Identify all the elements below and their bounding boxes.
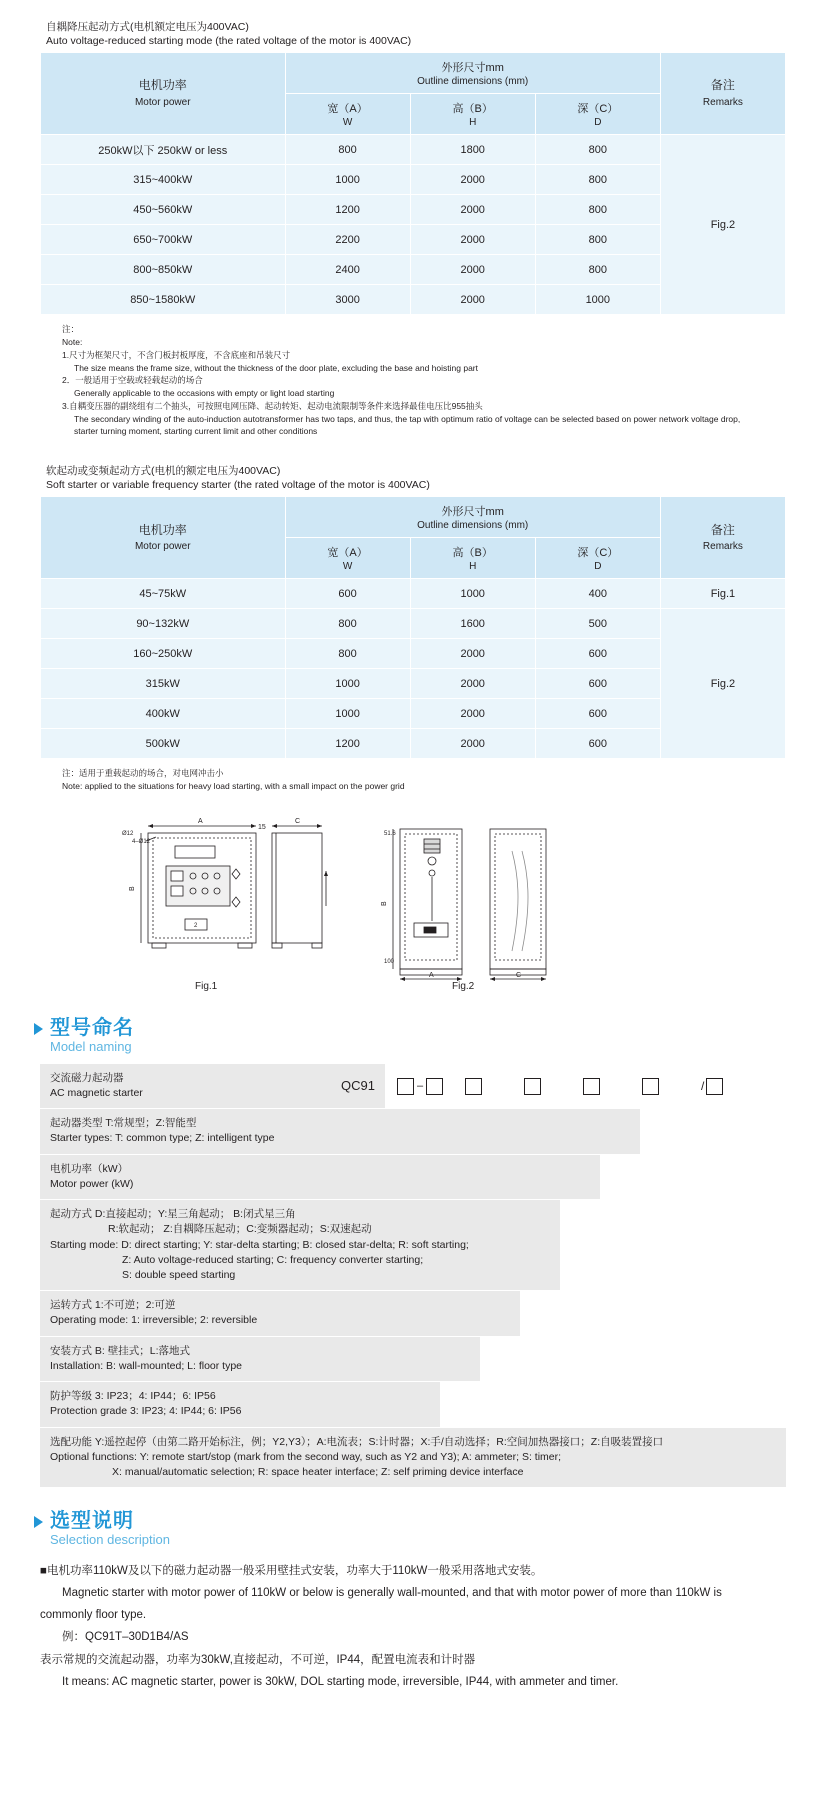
naming-r4-en: Installation: B: wall-mounted; L: floor type	[50, 1359, 243, 1372]
table-row	[41, 53, 786, 94]
svg-text:A: A	[198, 817, 203, 825]
t2-h-power-en: Motor power	[134, 540, 191, 552]
naming-r2-cn2: R:软起动； Z:自耦降压起动；C:变频器起动；S:双速起动	[108, 1223, 372, 1236]
t2-r1-w: 800	[285, 609, 410, 639]
naming-row-motor-power	[40, 1155, 786, 1200]
sel-p3-en: It means: AC magnetic starter, power is 30kW, DOL starting mode, irreversible, IP44, with ammeter and timer.	[62, 1675, 619, 1688]
t2-h-dim-en: Outline dimensions (mm)	[417, 520, 529, 532]
table-row	[41, 497, 786, 538]
table2-notes	[62, 767, 830, 793]
t1-h-rem-en: Remarks	[702, 96, 743, 108]
naming-row-protection-grade	[40, 1382, 786, 1427]
t2-h-h-en: H	[469, 561, 477, 573]
naming-r4-cn: 安装方式 B: 壁挂式；L:落地式	[50, 1344, 191, 1357]
table1-notes	[62, 323, 830, 438]
selection-description	[40, 1561, 800, 1692]
t2-r3-h: 2000	[410, 669, 535, 699]
cabinet-drawings	[0, 811, 830, 986]
svg-text:A: A	[429, 971, 434, 979]
t2-remark-top: Fig.1	[660, 579, 785, 609]
t2-r4-h: 2000	[410, 699, 535, 729]
t2-h-d-en: D	[594, 561, 602, 573]
naming-r5-en: Protection grade 3: IP23; 4: IP44; 6: IP56	[50, 1405, 242, 1418]
svg-text:B: B	[381, 901, 388, 906]
t2-r2-d: 600	[535, 639, 660, 669]
selection-heading	[34, 1510, 830, 1549]
code-box-6[interactable]	[642, 1078, 659, 1095]
t2-r5-w: 1200	[285, 729, 410, 759]
t1-note-3: The size means the frame size, without the thickness of the door plate, excluding the base and hoisting part	[74, 362, 478, 373]
svg-text:2: 2	[194, 922, 198, 929]
t2-note-0: 注：适用于重载起动的场合，对电网冲击小	[62, 768, 224, 779]
naming-row-installation	[40, 1337, 786, 1382]
t2-r0-d: 400	[535, 579, 660, 609]
naming-row-operating-mode	[40, 1291, 786, 1336]
table1-caption	[46, 20, 830, 48]
code-box-2[interactable]	[426, 1078, 443, 1095]
t1-r3-h: 2000	[410, 225, 535, 255]
sel-p1-en-2: commonly floor type.	[40, 1609, 147, 1622]
t1-note-1: Note:	[62, 337, 83, 348]
table2-caption	[46, 464, 830, 492]
t2-h-w-en: W	[342, 561, 353, 573]
svg-text:C: C	[516, 971, 522, 979]
table-row	[41, 135, 786, 165]
naming-r2-en: Starting mode: D: direct starting; Y: star-delta starting; B: closed star-delta; R: soft starting;	[50, 1238, 469, 1251]
naming-row-starting-mode	[40, 1200, 786, 1291]
t1-r3-w: 2200	[285, 225, 410, 255]
model-naming-block	[40, 1064, 786, 1488]
t1-h-power-en: Motor power	[134, 96, 191, 108]
sel-p3-cn: 表示常规的交流起动器，功率为30kW,直接起动，不可逆，IP44，配置电流表和计时器	[40, 1653, 476, 1666]
t1-r0-power: 250kW以下 250kW or less	[41, 135, 286, 165]
table-row	[41, 579, 786, 609]
t1-note-6: 3.自耦变压器的副绕组有二个抽头，可按照电网压降、起动转矩、起动电流限制等条件来选择最佳电压比955抽头	[62, 400, 483, 411]
naming-row-starter-type	[40, 1109, 786, 1154]
t1-r2-d: 800	[535, 195, 660, 225]
naming-code: QC91	[341, 1077, 375, 1093]
t1-h-w-en: W	[342, 117, 353, 129]
t2-r2-w: 800	[285, 639, 410, 669]
t1-h-dim-en: Outline dimensions (mm)	[417, 76, 529, 88]
model-naming-heading	[34, 1017, 830, 1056]
t1-r4-d: 800	[535, 255, 660, 285]
t1-r2-power: 450~560kW	[41, 195, 286, 225]
t1-h-w-cn: 宽（A）	[327, 103, 368, 116]
table-soft-starter	[40, 496, 786, 759]
code-dash: –	[416, 1080, 424, 1093]
t1-r0-d: 800	[535, 135, 660, 165]
sel-p1-en-1: Magnetic starter with motor power of 110kW or below is generally wall-mounted, and that with motor power of more than 110kW is	[62, 1587, 722, 1600]
naming-r1-en: Motor power (kW)	[50, 1177, 134, 1190]
t1-h-d-cn: 深（C）	[577, 103, 619, 116]
svg-text:B: B	[129, 886, 136, 891]
selection-heading-en: Selection description	[50, 1532, 170, 1548]
t2-r5-power: 500kW	[41, 729, 286, 759]
t1-r5-h: 2000	[410, 285, 535, 315]
t2-r3-power: 315kW	[41, 669, 286, 699]
t2-r5-d: 600	[535, 729, 660, 759]
code-box-7[interactable]	[706, 1078, 723, 1095]
naming-product-en: AC magnetic starter	[50, 1087, 143, 1100]
t2-r0-power: 45~75kW	[41, 579, 286, 609]
t1-r5-w: 3000	[285, 285, 410, 315]
t1-r4-h: 2000	[410, 255, 535, 285]
t1-r2-h: 2000	[410, 195, 535, 225]
code-box-5[interactable]	[583, 1078, 600, 1095]
svg-text:C: C	[295, 817, 301, 825]
t2-h-rem-en: Remarks	[702, 540, 743, 552]
t2-r2-power: 160~250kW	[41, 639, 286, 669]
naming-r2-en2: Z: Auto voltage-reduced starting; C: frequency converter starting;	[122, 1253, 424, 1266]
t1-r5-power: 850~1580kW	[41, 285, 286, 315]
t1-r1-d: 800	[535, 165, 660, 195]
t1-note-0: 注：	[62, 324, 80, 335]
t1-r2-w: 1200	[285, 195, 410, 225]
naming-r3-en: Operating mode: 1: irreversible; 2: reversible	[50, 1314, 258, 1327]
t1-h-power-cn: 电机功率	[138, 78, 187, 93]
t2-h-rem-cn: 备注	[710, 522, 735, 537]
naming-row-optional-functions	[40, 1428, 786, 1489]
t1-r3-d: 800	[535, 225, 660, 255]
t1-h-h-en: H	[469, 117, 477, 129]
t2-h-dim-cn: 外形尺寸mm	[441, 506, 504, 519]
sel-p1-cn: ■电机功率110kW及以下的磁力起动器一般采用壁挂式安装，功率大于110kW一般采用落地式安装。	[40, 1565, 543, 1578]
t1-remark: Fig.2	[660, 135, 785, 315]
t2-r0-w: 600	[285, 579, 410, 609]
t1-r3-power: 650~700kW	[41, 225, 286, 255]
figures-area	[0, 811, 830, 1011]
naming-r6-cn: 选配功能 Y:遥控起停（由第二路开始标注，例；Y2,Y3）；A:电流表；S:计时器；X:手/自动选择；R:空间加热器接口；Z:自吸装置接口	[50, 1435, 664, 1448]
t2-r1-power: 90~132kW	[41, 609, 286, 639]
fig2-caption: Fig.2	[452, 980, 475, 992]
t1-r1-w: 1000	[285, 165, 410, 195]
t1-r4-w: 2400	[285, 255, 410, 285]
t2-r1-h: 1600	[410, 609, 535, 639]
naming-row-product	[40, 1064, 786, 1109]
svg-text:15: 15	[258, 823, 266, 831]
sel-p2-cn: 例：QC91T–30D1B4/AS	[62, 1631, 189, 1644]
t2-r4-w: 1000	[285, 699, 410, 729]
t2-r0-h: 1000	[410, 579, 535, 609]
selection-heading-cn: 选型说明	[50, 1510, 134, 1533]
t2-r3-w: 1000	[285, 669, 410, 699]
table2-caption-cn: 软起动或变频起动方式(电机的额定电压为400VAC)	[46, 465, 281, 478]
svg-text:100: 100	[384, 958, 395, 965]
t2-r4-d: 600	[535, 699, 660, 729]
naming-r1-cn: 电机功率（kW）	[50, 1162, 129, 1175]
t1-r0-w: 800	[285, 135, 410, 165]
naming-r2-en3: S: double speed starting	[122, 1269, 236, 1282]
table-row	[41, 609, 786, 639]
naming-r6-en2: X: manual/automatic selection; R: space heater interface; Z: self priming device interface	[112, 1465, 524, 1478]
t2-r5-h: 2000	[410, 729, 535, 759]
t1-r4-power: 800~850kW	[41, 255, 286, 285]
t2-r1-d: 500	[535, 609, 660, 639]
model-naming-heading-en: Model naming	[50, 1038, 132, 1054]
t1-h-rem-cn: 备注	[710, 78, 735, 93]
fig1-caption: Fig.1	[195, 980, 218, 992]
model-naming-heading-cn: 型号命名	[50, 1016, 134, 1039]
table-auto-voltage-reduced	[40, 52, 786, 315]
t1-note-7: The secondary winding of the auto-induction autotransformer has two taps, and thus, the tap with optimum ratio of voltage can be selected based on power network voltage drop,	[74, 413, 741, 424]
naming-r2-cn: 起动方式 D:直接起动；Y:星三角起动； B:闭式星三角	[50, 1208, 296, 1221]
svg-text:Ø12: Ø12	[122, 830, 134, 837]
t2-h-h-cn: 高（B）	[452, 547, 493, 560]
t2-r4-power: 400kW	[41, 699, 286, 729]
t1-note-4: 2．一般适用于空载或轻载起动的场合	[62, 375, 203, 386]
t1-r5-d: 1000	[535, 285, 660, 315]
naming-r5-cn: 防护等级 3: IP23；4: IP44；6: IP56	[50, 1390, 216, 1403]
t1-note-2: 1.尺寸为框架尺寸，不含门板封板厚度，不含底座和吊装尺寸	[62, 349, 291, 360]
t2-note-1: Note: applied to the situations for heavy load starting, with a small impact on the power grid	[62, 781, 405, 792]
code-box-4[interactable]	[524, 1078, 541, 1095]
table2-caption-en: Soft starter or variable frequency starter (the rated voltage of the motor is 400VAC)	[46, 479, 430, 492]
table1-caption-en: Auto voltage-reduced starting mode (the rated voltage of the motor is 400VAC)	[46, 35, 412, 48]
naming-r0-cn: 起动器类型 T:常规型；Z:智能型	[50, 1117, 197, 1130]
table1-caption-cn: 自耦降压起动方式(电机额定电压为400VAC)	[46, 21, 249, 33]
svg-text:51.6: 51.6	[384, 830, 396, 837]
naming-r6-en: Optional functions: Y: remote start/stop (mark from the second way, such as Y2 and Y3); A: ammeter; S: timer;	[50, 1450, 562, 1463]
code-box-3[interactable]	[465, 1078, 482, 1095]
naming-product-cn: 交流磁力起动器	[50, 1071, 124, 1084]
naming-r3-cn: 运转方式 1:不可逆；2:可逆	[50, 1299, 176, 1312]
t2-r3-d: 600	[535, 669, 660, 699]
t2-h-power-cn: 电机功率	[138, 522, 187, 537]
naming-r0-en: Starter types: T: common type; Z: intelligent type	[50, 1132, 275, 1145]
triangle-bullet-icon-2	[34, 1516, 43, 1528]
triangle-bullet-icon	[34, 1023, 43, 1035]
t1-h-d-en: D	[594, 117, 602, 129]
t2-h-d-cn: 深（C）	[577, 547, 619, 560]
t1-h-h-cn: 高（B）	[452, 103, 493, 116]
t2-r2-h: 2000	[410, 639, 535, 669]
t2-remark-bottom: Fig.2	[660, 609, 785, 759]
code-box-1[interactable]	[397, 1078, 414, 1095]
t1-r0-h: 1800	[410, 135, 535, 165]
t1-r1-h: 2000	[410, 165, 535, 195]
t1-h-dim-cn: 外形尺寸mm	[441, 62, 504, 75]
t2-h-w-cn: 宽（A）	[327, 547, 368, 560]
t1-r1-power: 315~400kW	[41, 165, 286, 195]
svg-text:4–Ø12: 4–Ø12	[132, 838, 151, 845]
code-slash: /	[701, 1079, 705, 1094]
t1-note-5: Generally applicable to the occasions with empty or light load starting	[74, 388, 335, 399]
t1-note-8: starter turning moment, starting current limit and other conditions	[74, 426, 318, 437]
